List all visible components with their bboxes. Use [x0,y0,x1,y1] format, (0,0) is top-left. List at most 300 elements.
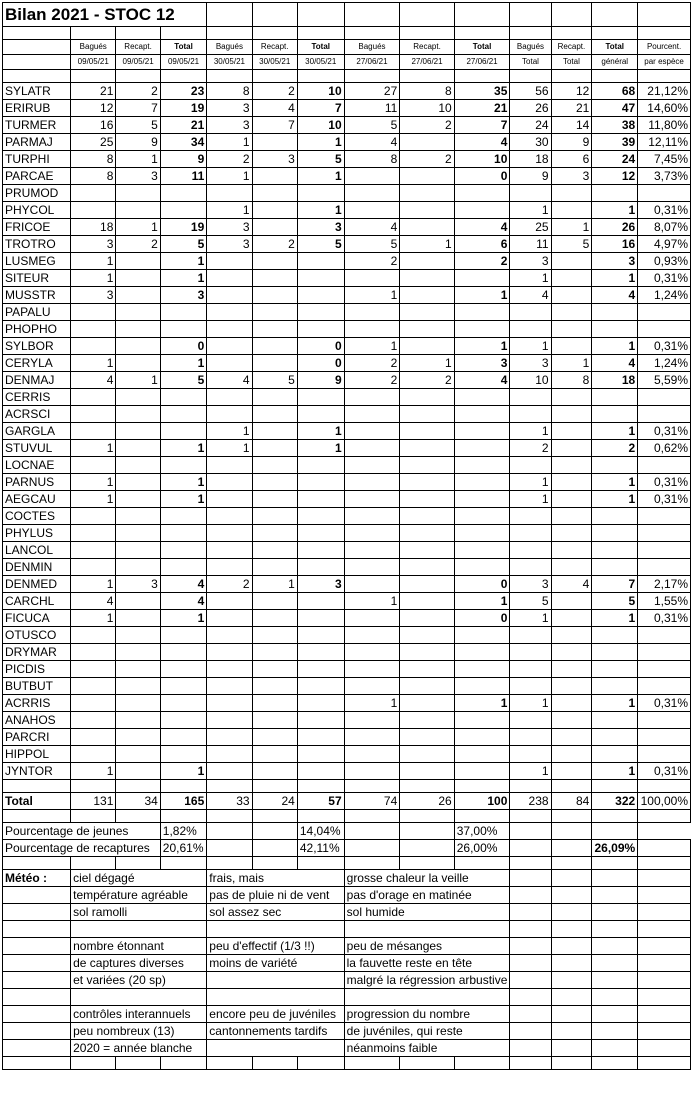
note-col-1: ciel dégagé [71,870,207,887]
species-value [638,729,691,746]
meteo-note-row [3,904,691,921]
species-value [71,457,116,474]
species-value [160,406,206,423]
species-value: 8 [207,83,252,100]
species-code: CERRIS [3,389,71,406]
species-value: 1 [592,491,638,508]
species-code: OTUSCO [3,627,71,644]
species-value [160,185,206,202]
species-code: COCTES [3,508,71,525]
meteo-note-row [3,955,691,972]
species-value: 4 [592,355,638,372]
species-code: FRICOE [3,219,71,236]
species-row [3,423,691,440]
species-value [400,440,454,457]
species-value [252,423,297,440]
species-value [551,202,592,219]
species-code: LOCNAE [3,457,71,474]
column-header: Bagués [344,40,400,55]
species-value: 3 [510,355,551,372]
species-value [252,304,297,321]
column-subheader: 30/05/21 [207,55,252,70]
species-value: 2 [252,236,297,253]
meteo-note-row [3,972,691,989]
species-value: 0,31% [638,610,691,627]
species-value [252,644,297,661]
species-code: ANAHOS [3,712,71,729]
species-value: 5 [160,236,206,253]
species-value [551,661,592,678]
species-value [252,389,297,406]
species-value [592,525,638,542]
species-value [252,270,297,287]
species-value: 10 [400,100,454,117]
species-value [252,661,297,678]
species-code: ERIRUB [3,100,71,117]
species-value [344,627,400,644]
species-value: 9 [551,134,592,151]
species-value [297,474,344,491]
species-row [3,712,691,729]
species-value: 0 [454,576,510,593]
species-value: 1 [344,593,400,610]
species-value: 7,45% [638,151,691,168]
species-value [252,491,297,508]
species-value: 1 [510,474,551,491]
species-value: 3,73% [638,168,691,185]
species-row [3,287,691,304]
species-value: 1 [592,338,638,355]
species-value [71,338,116,355]
species-value [252,474,297,491]
species-value [252,168,297,185]
species-value [160,746,206,763]
species-value [160,508,206,525]
species-value: 1 [510,338,551,355]
species-value [454,423,510,440]
species-value [454,304,510,321]
species-value [454,321,510,338]
species-value [116,661,160,678]
species-code: JYNTOR [3,763,71,780]
column-subheader: 27/06/21 [344,55,400,70]
blank-row [3,810,691,823]
column-header: Recapt. [400,40,454,55]
species-value [344,746,400,763]
species-row [3,763,691,780]
species-value [400,185,454,202]
species-value [344,321,400,338]
column-header: Total [454,40,510,55]
species-code: ACRRIS [3,695,71,712]
species-value [71,678,116,695]
blank-row [3,857,691,870]
species-value: 5 [297,151,344,168]
species-code: SYLBOR [3,338,71,355]
species-value [551,508,592,525]
recaptures-label: Pourcentage de recaptures [3,840,161,857]
species-value [551,440,592,457]
species-value [344,406,400,423]
species-value: 4 [510,287,551,304]
species-value [400,474,454,491]
species-value [592,627,638,644]
species-value [71,406,116,423]
species-value [344,508,400,525]
note-col-2: sol assez sec [207,904,344,921]
species-value [400,253,454,270]
note-col-2: cantonnements tardifs [207,1023,344,1040]
species-value [297,763,344,780]
species-value [454,457,510,474]
total-value: 84 [551,793,592,810]
species-value [160,389,206,406]
species-value [297,712,344,729]
note-col-3: la fauvette reste en tête [344,955,510,972]
species-value: 8 [344,151,400,168]
species-value [297,304,344,321]
species-row [3,593,691,610]
species-value: 6 [454,236,510,253]
species-code: CARCHL [3,593,71,610]
species-value [71,423,116,440]
species-value [116,355,160,372]
species-value [207,185,252,202]
species-code: ACRSCI [3,406,71,423]
species-value: 1 [344,338,400,355]
species-value [207,678,252,695]
note-col-1: température agréable [71,887,207,904]
species-row [3,236,691,253]
species-value [207,253,252,270]
species-value [592,321,638,338]
species-value: 18 [71,219,116,236]
column-subheader: 30/05/21 [252,55,297,70]
species-value [551,321,592,338]
blank-row [3,70,691,83]
species-value [510,627,551,644]
species-value: 12 [592,168,638,185]
blank-row [3,780,691,793]
species-value [400,134,454,151]
total-row [3,793,691,810]
species-value: 3 [510,253,551,270]
species-value [344,525,400,542]
species-value: 1 [160,440,206,457]
species-value [160,525,206,542]
species-value [551,593,592,610]
species-row [3,746,691,763]
species-value [252,712,297,729]
species-value: 2 [400,372,454,389]
species-value [297,593,344,610]
species-value [116,627,160,644]
species-value: 25 [510,219,551,236]
species-value [344,491,400,508]
species-value [638,406,691,423]
total-value: 26 [400,793,454,810]
species-value: 5,59% [638,372,691,389]
species-value: 4 [160,576,206,593]
species-value: 0,31% [638,491,691,508]
species-row [3,440,691,457]
species-value: 3 [207,236,252,253]
species-value [344,729,400,746]
species-value [116,644,160,661]
species-value [551,729,592,746]
species-value [551,746,592,763]
species-value [454,729,510,746]
species-code: DENMIN [3,559,71,576]
total-value: 238 [510,793,551,810]
species-value: 3 [454,355,510,372]
species-value: 3 [207,117,252,134]
species-value [71,542,116,559]
recaptures-value-3: 26,00% [454,840,510,857]
species-value [207,338,252,355]
species-value [71,712,116,729]
species-value: 5 [510,593,551,610]
species-value [510,542,551,559]
species-value: 1 [592,763,638,780]
species-value [71,729,116,746]
species-value [400,287,454,304]
species-value [400,559,454,576]
species-value [297,644,344,661]
species-value [454,542,510,559]
species-value [116,729,160,746]
species-value: 3 [551,168,592,185]
species-value: 1 [116,372,160,389]
species-value: 7 [252,117,297,134]
species-value: 1 [116,151,160,168]
species-value [592,542,638,559]
species-value: 8 [551,372,592,389]
species-value: 1 [160,491,206,508]
species-value: 0,93% [638,253,691,270]
recaptures-value-general: 26,09% [592,840,638,857]
species-row [3,491,691,508]
species-value [510,304,551,321]
species-value [160,627,206,644]
species-value [207,508,252,525]
species-value [297,321,344,338]
species-value [160,542,206,559]
species-value: 26 [592,219,638,236]
species-value: 34 [160,134,206,151]
species-value [207,287,252,304]
species-value: 3 [71,287,116,304]
species-value: 5 [297,236,344,253]
species-value [400,644,454,661]
note-col-1 [71,921,207,938]
species-value [592,559,638,576]
species-value: 1 [207,423,252,440]
species-code: LUSMEG [3,253,71,270]
species-value [116,457,160,474]
species-value [551,389,592,406]
species-value: 25 [71,134,116,151]
species-value [551,406,592,423]
species-value [207,627,252,644]
species-value [297,253,344,270]
species-value: 8,07% [638,219,691,236]
species-value: 4 [252,100,297,117]
species-value: 2 [400,117,454,134]
species-value: 3 [116,576,160,593]
species-code: PARMAJ [3,134,71,151]
species-value: 1 [71,474,116,491]
species-value: 1 [160,763,206,780]
species-value [160,457,206,474]
species-value [551,695,592,712]
species-value [297,525,344,542]
species-value [400,321,454,338]
species-value [207,474,252,491]
species-value [297,661,344,678]
species-value [160,712,206,729]
species-code: GARGLA [3,423,71,440]
species-value: 21,12% [638,83,691,100]
species-value: 1 [454,593,510,610]
species-value [400,763,454,780]
species-value: 4 [207,372,252,389]
species-row [3,627,691,644]
species-value [400,627,454,644]
species-value: 1 [510,491,551,508]
species-value [116,763,160,780]
species-value [592,678,638,695]
species-value: 16 [71,117,116,134]
species-value [297,508,344,525]
species-value [116,474,160,491]
species-value: 4 [454,372,510,389]
column-header: Total [160,40,206,55]
note-col-2: frais, mais [207,870,344,887]
jeunes-value-2: 14,04% [297,823,344,840]
note-col-3: grosse chaleur la veille [344,870,510,887]
blank-row [3,27,691,40]
species-value [207,712,252,729]
species-value [400,576,454,593]
species-value: 1 [160,253,206,270]
species-value [252,355,297,372]
column-subheader: 09/05/21 [160,55,206,70]
species-value [116,542,160,559]
species-value [252,338,297,355]
species-value [71,304,116,321]
species-value [297,627,344,644]
species-value: 5 [116,117,160,134]
species-code: BUTBUT [3,678,71,695]
species-value: 39 [592,134,638,151]
species-value [454,763,510,780]
species-value [510,712,551,729]
species-value: 4 [344,134,400,151]
species-value: 1 [71,440,116,457]
species-value [454,474,510,491]
species-value [207,389,252,406]
species-value: 1 [160,474,206,491]
species-value [207,559,252,576]
species-value [252,695,297,712]
species-value [454,712,510,729]
species-value [207,321,252,338]
species-value [207,525,252,542]
species-value: 1 [71,610,116,627]
species-value [297,270,344,287]
species-value [71,185,116,202]
species-value [71,525,116,542]
species-value: 1 [252,576,297,593]
species-value [207,661,252,678]
species-value [71,321,116,338]
species-value: 1 [592,270,638,287]
species-value: 2 [400,151,454,168]
species-value [454,491,510,508]
species-row [3,117,691,134]
note-col-3: sol humide [344,904,510,921]
species-value [344,661,400,678]
species-value [592,389,638,406]
species-value [207,355,252,372]
recaptures-value-1: 20,61% [160,840,206,857]
species-value: 2 [116,83,160,100]
species-value: 2 [207,151,252,168]
species-value [510,525,551,542]
species-code: PHOPHO [3,321,71,338]
species-value [638,304,691,321]
species-value [454,202,510,219]
species-value: 1 [510,610,551,627]
species-value: 21 [160,117,206,134]
species-value [344,542,400,559]
species-row [3,576,691,593]
species-value: 1 [297,168,344,185]
species-value: 1 [454,287,510,304]
species-value [207,542,252,559]
species-value [510,508,551,525]
species-value [454,559,510,576]
species-value [400,729,454,746]
species-value [510,457,551,474]
species-row [3,389,691,406]
species-value [638,542,691,559]
species-value: 1 [400,236,454,253]
species-value [454,746,510,763]
species-value: 1,24% [638,287,691,304]
column-subheader: 30/05/21 [297,55,344,70]
note-col-2: encore peu de juvéniles [207,1006,344,1023]
species-value: 10 [510,372,551,389]
note-col-2 [207,972,344,989]
species-row [3,695,691,712]
species-value: 0,31% [638,763,691,780]
species-value [454,440,510,457]
species-value [297,185,344,202]
column-subheader: 09/05/21 [116,55,160,70]
species-value [252,253,297,270]
species-value: 21 [71,83,116,100]
species-value: 8 [71,151,116,168]
species-value: 7 [116,100,160,117]
species-value [160,695,206,712]
title-row [3,3,691,27]
species-value [297,542,344,559]
species-code: HIPPOL [3,746,71,763]
species-value: 3 [592,253,638,270]
species-value [252,185,297,202]
